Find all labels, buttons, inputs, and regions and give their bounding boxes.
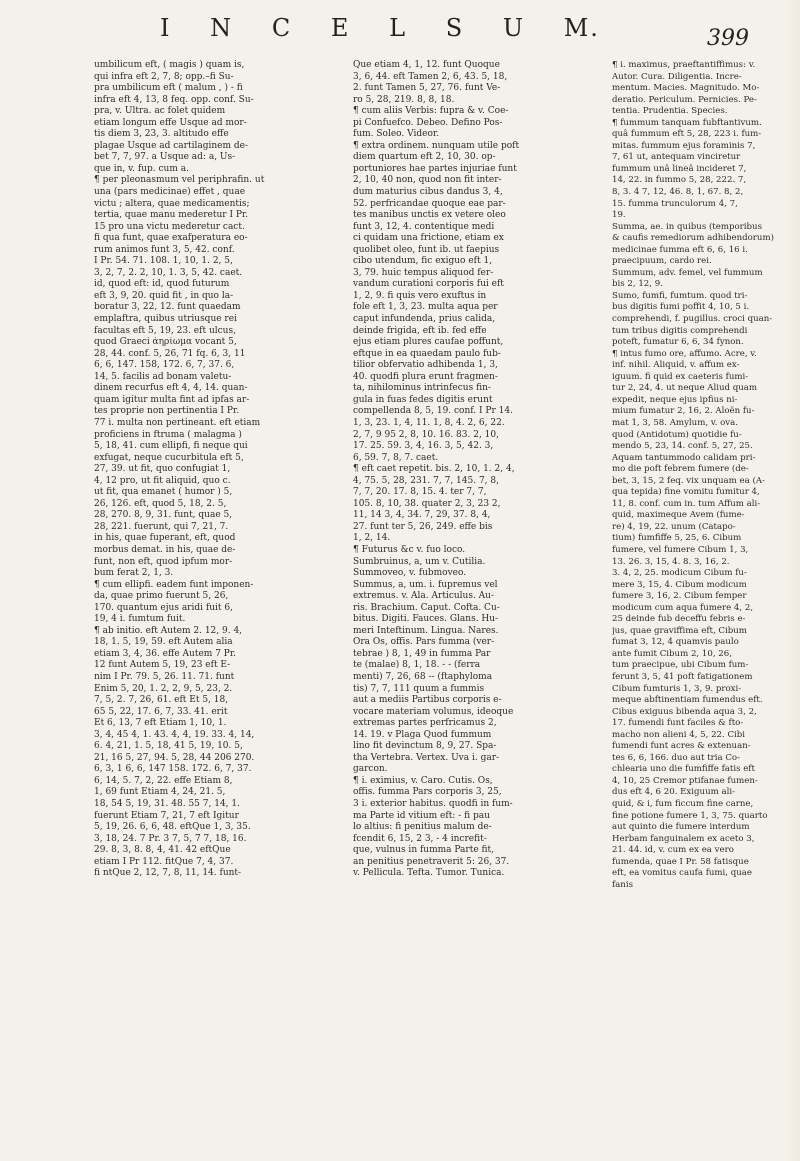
text-line: funt, non eft, quod ipfum mor- [94,556,233,567]
text-line: mo die poft febrem fumere (de- [612,464,749,475]
text-line: inf. nihil. Aliquid, v. affum ex- [612,360,740,371]
text-line: fuerunt Etiam 7, 21, 7 eft Igitur [94,810,239,821]
text-line: 1, 2, 14. [353,533,391,544]
text-line: 3. 4, 2, 25. modicum Cibum fu- [612,568,747,579]
text-line: bet 7, 7, 97. a Usque ad: a, Us- [94,152,236,163]
text-line: 3, 6, 44. eft Tamen 2, 6, 43. 5, 18, [353,71,508,82]
running-head-letter: U [502,14,526,42]
text-line: fummum unâ lineâ incideret 7, [612,163,747,174]
text-line: 8, 3. 4 7, 12, 46. 8, 1, 67. 8, 2, [612,187,744,198]
text-line: 2, 7, 9 95 2, 8, 10. 16. 83. 2, 10, [353,429,499,440]
text-line: offis. fumma Pars corporis 3, 25, [353,787,502,798]
text-line: fanis [612,879,633,890]
text-line: ci quidam una frictione, etiam ex [353,233,504,244]
text-line: tis diem 3, 23, 3. altitudo effe [94,129,229,140]
text-line: 11, 14 3, 4, 34. 7, 29, 37. 8, 4, [353,510,491,521]
text-line: deratio. Periculum. Pernicies. Pe- [612,94,757,105]
text-line: Autor. Cura. Diligentia. Incre- [612,71,742,82]
text-line: 77 i. multa non pertineant. eft etiam [94,417,261,428]
text-line: 14, 22. in fummo 5, 28, 222. 7, [612,175,747,186]
text-line: 14. 19. v Plaga Quod fummum [353,729,492,740]
text-line: 6. 4, 21, 1. 5, 18, 41 5, 19, 10. 5, [94,741,243,752]
text-line: ¶ eft caet repetit. bis. 2, 10, 1. 2, 4, [353,464,515,475]
text-line: comprehendi, f. pugillus. croci quan- [612,314,773,325]
text-line: ferunt 3, 5, 41 poft fatigationem [612,671,753,682]
text-line: ¶ ab initio. eft Autem 2. 12, 9. 4, [94,625,243,636]
text-line: mium fumatur 2, 16, 2. Aloën fu- [612,406,755,417]
text-line: ¶ i. eximius, v. Caro. Cutis. Os, [353,775,493,786]
text-line: umbilicum eft, ( magis ) quam is, [94,60,245,70]
text-line: tes proprie non pertinentia I Pr. [94,406,240,417]
text-line: ante fumit Cibum 2, 10, 26, [612,648,732,659]
text-line: modicum cum aqua fumere 4, 2, [612,602,754,613]
text-line: extremus. v. Ala. Articulus. Au- [353,591,495,602]
text-line: pra umbilicum eft ( malum , ) - fi [94,83,243,94]
text-line: bus digitis fumi poffit 4, 10, 5 i. [612,302,750,313]
text-line: etiam 3, 4, 36. effe Autem 7 Pr. [94,648,237,659]
text-line: menti) 7, 26, 68 -- (ftaphyloma [353,671,493,682]
text-line: & caufis remediorum adhibendorum) [612,233,774,244]
text-line: 2. funt Tamen 5, 27, 76. funt Ve- [353,83,501,94]
text-line: 105. 8, 10, 38. quater 2, 3, 23 2, [353,498,501,509]
text-line: tes 6, 6, 166. duo aut tria Co- [612,752,741,763]
text-line: tis) 7, 7, 111 quum a fummis [353,683,485,694]
text-line: tium) fumfiffe 5, 25, 6. Cibum [612,533,742,544]
text-line: 3, 79. huic tempus aliquod fer- [353,267,494,278]
text-line: v. Pellicula. Tefta. Tumor. Tunica. [353,868,505,879]
text-line: 27. funt ter 5, 26, 249. effe bis [353,521,493,532]
text-line: da, quae primo fuerunt 5, 26, [94,591,229,602]
text-line: fumere, vel fumere Cibum 1, 3, [612,544,749,555]
text-line: tentia. Prudentia. Species. [612,106,728,117]
text-line: 6, 3, 1 6, 6, 147 158. 172. 6, 7, 37. [94,764,252,775]
text-line: Summoveo, v. fubmoveo. [353,568,467,579]
running-head-letter: N [210,14,234,42]
text-line: facultas eft 5, 19, 23. eft ulcus, [94,325,236,336]
text-line: chlearia uno die fumfiffe fatis eft [612,764,755,775]
text-line: 2, 10, 40 non, quod non fit inter- [353,175,502,186]
page-number: 399 [707,26,749,51]
text-line: 13. 26. 3, 15, 4. 8. 3, 16, 2. [612,556,730,567]
text-line: pra, v. Ultra. ac folet quidem [94,106,226,117]
text-line: meri Inteftinum. Lingua. Nares. [353,625,499,636]
running-head-letter: S [445,14,465,42]
text-line: 17. fumendi funt faciles & fto- [612,718,744,729]
text-line: proficiens in ftruma ( malagma ) [94,429,242,440]
text-line: 15. fumma trunculorum 4, 7, [612,198,738,209]
text-column-right [612,60,798,891]
text-line: vandum curationi corporis fui eft [353,279,504,290]
text-line: emplaftra, quibus utriusque rei [94,314,237,325]
text-line: cibo utendum, fic exiguo eft 1, [353,256,493,267]
text-line: aut a mediis Partibus corporis e- [353,695,502,706]
text-line: Summum, adv. femel, vel fummum [612,267,763,278]
text-line: bum ferat 2, 1, 3. [94,568,174,579]
text-line: 5, 19, 26. 6, 6, 48. eftQue 1, 3, 35. [94,822,251,833]
text-line: 28, 44. conf. 5, 26, 71 fq. 6, 3, 11 [94,348,246,359]
text-line: quod (Antidotum) quotidie fu- [612,429,742,440]
text-line: bitus. Digiti. Fauces. Glans. Hu- [353,614,499,625]
text-line: lo altius: fi penitius malum de- [353,822,492,833]
text-line: eftque in ea quaedam paulo fub- [353,348,501,359]
text-line: garcon. [353,764,388,775]
text-line: una (pars medicinae) effet , quae [94,187,246,198]
text-line: ¶ cum ellipfi. eadem funt imponen- [94,579,254,590]
text-line: 40. quodfi plura erunt fragmen- [353,371,498,382]
running-head-letter: E [330,14,351,42]
text-line: 17. 25. 59. 3, 4, 16. 3, 5, 42. 3, [353,441,494,452]
text-line: bis 2, 12, 9. [612,279,663,290]
text-line: 12 funt Autem 5, 19, 23 eft E- [94,660,231,671]
text-line: plagae Usque ad cartilaginem de- [94,140,248,151]
text-line: boratur 3, 22, 12. funt quaedam [94,302,241,313]
text-line: ris. Brachium. Caput. Cofta. Cu- [353,602,500,613]
text-line: que, vulnus in fumma Parte fit, [353,845,494,856]
text-line: quâ fummum eft 5, 28, 223 i. fum- [612,129,762,140]
text-line: mat 1, 3, 58. Amylum, v. ova. [612,417,739,428]
text-line: praecipuum, cardo rei. [612,256,712,267]
text-line: Summa, ae. in quibus (temporibus [612,221,762,232]
text-line: 6, 6, 147. 158, 172. 6, 7, 37. 6, [94,360,235,371]
text-line: fi qua funt, quae exafperatura eo- [94,233,248,244]
text-line: 1, 2, 9. fi quis vero exuftus in [353,290,487,301]
text-line: 19, 4 i. fumtum fuit. [94,614,186,625]
text-line: Que etiam 4, 1, 12. funt Quoque [353,60,500,70]
text-line: ut fit, qua emanet ( humor ) 5, [94,487,233,498]
text-line: 52. perfricandae quoque eae par- [353,198,506,209]
text-line: Sumo, fumfi, fumtum. quod tri- [612,290,748,301]
text-line: meque abftinentiam fumendus eft. [612,695,763,706]
text-line: 3, 18, 24. 7 Pr. 3 7, 5, 7 7, 18, 16. [94,833,247,844]
text-line: que in, v. fup. cum a. [94,163,189,174]
text-line: etiam I Pr 112. fitQue 7, 4, 37. [94,856,234,867]
text-line: victu ; altera, quae medicamentis; [94,198,250,209]
text-line: 7, 61 ut, antequam vinciretur [612,152,741,163]
text-line: 21, 16 5, 27, 94. 5, 28, 44 206 270. [94,752,255,763]
text-line: funt 3, 12, 4. contentique medi [353,221,495,232]
text-line: poteft, fumatur 6, 6, 34 fynon. [612,337,744,348]
text-line: ¶ cum aliis Verbis: fupra & v. Coe- [353,106,509,117]
page-edge-shadow [786,0,800,1161]
text-line: jus, quae graviffima eft, Cibum [612,625,747,636]
text-line: ma Parte id vitium eft: - fi pau [353,810,490,821]
text-line: pi Confuefco. Debeo. Defino Pos- [353,117,503,128]
text-line: ta, nihilominus intrinfecus fin- [353,383,491,394]
text-line: fumere 3, 16, 2. Cibum femper [612,591,747,602]
text-line: tebrae ) 8, 1, 49 in fumma Par [353,648,491,659]
text-line: 11, 8. conf. cum in. tum Affum ali- [612,498,761,509]
text-line: fumat 3, 12, 4 quamvis paulo [612,637,739,648]
text-line: fcendit 6, 15, 2 3, - 4 increfit- [353,833,487,844]
text-line: morbus demat. in his, quae de- [94,544,236,555]
text-line: 3 i. exterior habitus. quodfi in fum- [353,799,513,809]
text-line: tes manibus unctis ex vetere oleo [353,210,506,221]
text-line: Cibum fumturis 1, 3, 9. proxi- [612,683,742,694]
text-line: 5, 18, 41. cum ellipfi, fi neque qui [94,441,248,452]
running-head-letter: L [389,14,408,42]
text-line: tertia, quae manu mederetur I Pr. [94,210,249,221]
text-line: ¶ extra ordinem. nunquam utile poft [353,140,520,151]
text-line: 18, 54 5, 19, 31. 48. 55 7, 14, 1. [94,799,240,809]
text-line: 28, 270. 8, 9, 31. funt, quae 5, [94,510,233,521]
text-line: 14, 5. facilis ad bonam valetu- [94,371,232,382]
text-column-left [94,60,349,880]
text-line: macho non alieni 4, 5, 22. Cibi [612,729,746,740]
text-line: 4, 10, 25 Cremor ptifanae fumen- [612,775,758,786]
text-line: Enim 5, 20, 1. 2, 2, 9, 5, 23, 2. [94,683,233,694]
text-line: nim I Pr. 79. 5, 26. 11. 71. funt [94,671,235,682]
text-line: quam igitur multa fint ad ipfas ar- [94,394,250,405]
text-line: 65 5, 22, 17. 6, 7, 33. 41. erit [94,706,228,717]
text-line: tilior obfervatio adhibenda 1, 3, [353,360,498,371]
text-line: dum maturius cibus dandus 3, 4, [353,187,503,198]
text-line: Et 6, 13, 7 eft Etiam 1, 10, 1. [94,718,227,729]
text-line: dus eft 4, 6 20. Exiguum ali- [612,787,736,798]
text-line: 170. quantum ejus aridi fuit 6, [94,602,233,613]
running-head [0,14,800,58]
text-line: extremas partes perfricamus 2, [353,718,497,729]
text-line: 3, 4, 45 4, 1. 43. 4, 4, 19. 33. 4, 14, [94,729,255,740]
text-line: qui infra eft 2, 7, 8; opp.–fi Su- [94,71,234,82]
text-line: re) 4, 19, 22. unum (Catapo- [612,521,736,532]
text-line: fum. Soleo. Videor. [353,129,440,140]
text-line: mitas. fummum ejus foraminis 7, [612,140,756,151]
text-line: 21. 44. id, v. cum ex ea vero [612,845,734,856]
running-head-title [160,14,600,42]
text-line: tur 2, 24, 4. ut neque Aliud quam [612,383,758,394]
text-line: ejus etiam plures caufae poffunt, [353,337,504,348]
text-line: dinem recurfus eft 4, 4, 14. quan- [94,383,248,394]
text-line: 18, 1. 5, 19, 59. eft Autem alia [94,637,233,648]
text-line: I Pr. 54. 71. 108. 1, 10, 1. 2, 5, [94,256,233,267]
text-line: fole eft 1, 3, 23. multa aqua per [353,302,498,313]
text-line: quolibet oleo, funt ib. ut faepius [353,244,500,255]
running-head-letter: M. [563,14,600,42]
text-line: Aquam tantummodo calidam pri- [612,452,756,463]
text-line: infra eft 4, 13, 8 feq. opp. conf. Su- [94,94,254,105]
text-line: etiam longum effe Usque ad mor- [94,117,247,128]
text-line: eft 3, 9, 20. quid fit , in quo la- [94,290,234,301]
text-line: gula in fuas fedes digitis erunt [353,394,493,405]
text-line: bet, 3, 15, 2 feq. vix unquam ea (A- [612,475,765,486]
text-line: tha Vertebra. Vertex. Uva i. gar- [353,752,500,763]
text-line: quid, & i, fum ficcum fine carne, [612,799,754,809]
text-line: 28, 221. fuerunt, qui 7, 21, 7. [94,521,229,532]
text-line: fine potione fumere 1, 3, 75. quarto [612,810,768,821]
running-head-letter: I [160,14,172,42]
text-line: 6, 59. 7, 8, 7. caet. [353,452,439,463]
text-line: tum praecipue, ubi Cibum fum- [612,660,749,671]
text-line: in his, quae fuperant, eft, quod [94,533,236,544]
text-line: medicinae fumma eft 6, 6, 16 i. [612,244,748,255]
text-line: 1, 3, 23. 1, 4, 11. 1, 8, 4. 2, 6, 22. [353,417,505,428]
text-line: caput infundenda, prius calida, [353,314,496,325]
text-line: an penitius penetraverit 5: 26, 37. [353,856,510,867]
text-line: Ora Os, offis. Pars fumma (ver- [353,637,495,648]
text-line: 7, 7, 20. 17. 8, 15. 4. ter 7, 7, [353,487,487,498]
text-line: eft, ea vomitus caufa fumi, quae [612,868,753,879]
text-line: 7, 5, 2. 7, 26, 61. eft Et 5, 18, [94,695,229,706]
text-line: deinde frigida, eft ib. fed effe [353,325,487,336]
text-line: fumendi funt acres & extenuan- [612,741,751,752]
text-line: fi ntQue 2, 12, 7, 8, 11, 14. funt- [94,868,242,879]
text-line: 25 deinde fub deceffu febris e- [612,614,746,625]
text-line: 29. 8, 3, 8. 8, 4, 41. 42 eftQue [94,845,231,856]
text-line: 6, 14, 5. 7, 2, 22. effe Etiam 8, [94,775,233,786]
text-line: iguum. fi quid ex caeteris fumi- [612,371,749,382]
text-line: exfugat, neque cucurbitula eft 5, [94,452,244,463]
text-line: 15 pro una victu mederetur cact. [94,221,245,232]
text-line: compellenda 8, 5, 19. conf. I Pr 14. [353,406,513,417]
text-line: expedit, neque ejus ipfius ni- [612,394,738,405]
text-line: ¶ i. maximus, praeftantiffimus: v. [612,60,756,70]
text-line: ¶ fummum tanquam fubftantivum. [612,117,762,128]
text-line: 27, 39. ut fit, quo confugiat 1, [94,464,231,475]
text-line: rum animos funt 3, 5, 42. conf. [94,244,235,255]
text-line: quod Graeci ἀηρίωμα vocant 5, [94,337,237,348]
text-line: id, quod eft: id, quod futurum [94,279,230,290]
text-line: fumenda, quae I Pr. 58 fatisque [612,856,749,867]
text-line: ¶ intus fumo ore, affumo. Acre, v. [612,348,757,359]
text-line: Herbam fanguinalem ex aceto 3, [612,833,755,844]
text-line: diem quartum eft 2, 10, 30. op- [353,152,496,163]
text-line: tum tribus digitis comprehendi [612,325,748,336]
text-line: mendo 5, 23, 14. conf. 5, 27, 25. [612,441,753,452]
text-line: Summus, a, um. i. fupremus vel [353,579,498,590]
text-line: aut quinto die fumere interdum [612,822,750,833]
text-line: 4, 12 pro, ut fit aliquid, quo c. [94,475,231,486]
text-line: 19. [612,210,626,221]
text-line: ¶ per pleonasmum vel periphrafin. ut [94,175,265,186]
text-line: qua tepida) fine vomitu fumitur 4, [612,487,760,498]
text-line: 3, 2, 7, 2. 2, 10, 1. 3, 5, 42. caet. [94,267,243,278]
text-line: Sumbruinus, a, um v. Cutilia. [353,556,486,567]
text-line: 1, 69 funt Etiam 4, 24, 21. 5, [94,787,226,798]
text-line: vocare materiam volumus, ideoque [353,706,514,717]
text-column-middle [353,60,608,880]
text-line: mere 3, 15, 4. Cibum modicum [612,579,747,590]
text-line: portuniores hae partes injuriae funt [353,163,517,174]
running-head-letter: C [271,14,293,42]
text-line: mentum. Macies. Magnitudo. Mo- [612,83,760,94]
text-line: ¶ Futurus &c v. fuo loco. [353,544,466,555]
text-line: 26, 126. eft, quod 5, 18, 2. 5, [94,498,227,509]
text-line: te (malae) 8, 1, 18. - - (ferra [353,660,481,671]
text-line: quid, maximeque Avem (fume- [612,510,745,521]
text-line: ro 5, 28, 219. 8, 8, 18. [353,94,455,105]
text-line: Cibus exiguus bibenda aqua 3, 2, [612,706,757,717]
text-line: 4, 75. 5, 28, 231. 7, 7, 145. 7, 8, [353,475,499,486]
text-line: lino fit devinctum 8, 9, 27. Spa- [353,741,497,752]
